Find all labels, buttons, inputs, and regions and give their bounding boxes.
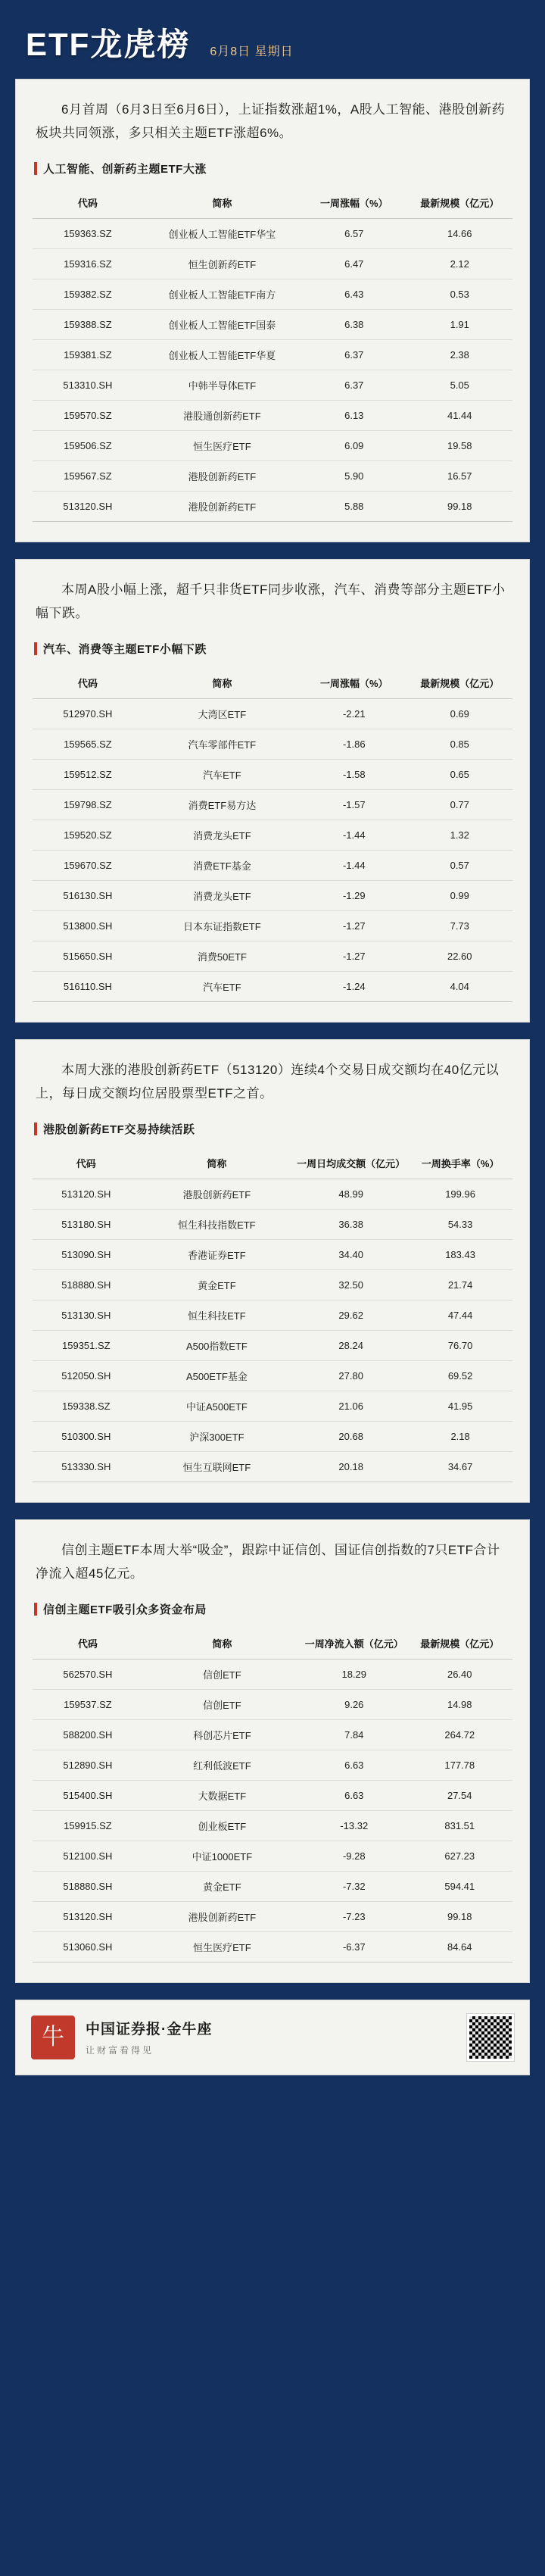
table-row <box>33 1719 512 1750</box>
table-cell: 159520.SZ <box>33 820 143 850</box>
section-label-text: 港股创新药ETF交易持续活跃 <box>43 1123 195 1136</box>
table-cell: 831.51 <box>407 1810 513 1841</box>
table-column-header: 简称 <box>143 1628 301 1660</box>
table-cell: 518880.SH <box>33 1269 140 1300</box>
table-cell: 汽车ETF <box>143 971 301 1001</box>
table-cell: 76.70 <box>408 1330 512 1360</box>
table-cell: 516110.SH <box>33 971 143 1001</box>
table-cell: 34.67 <box>408 1451 512 1482</box>
section-accent-bar-icon <box>34 1123 37 1135</box>
table-row <box>33 1269 512 1300</box>
table-row <box>33 248 512 279</box>
table-cell: 518880.SH <box>33 1871 143 1901</box>
table-column-header: 代码 <box>33 1628 143 1660</box>
table-row <box>33 880 512 910</box>
table-cell: 515400.SH <box>33 1780 143 1810</box>
table-row <box>33 218 512 248</box>
table-header-row <box>33 667 512 699</box>
table-cell: 黄金ETF <box>143 1871 301 1901</box>
table-cell: 19.58 <box>407 430 513 461</box>
table-cell: 6.09 <box>301 430 406 461</box>
table-cell: 513120.SH <box>33 1179 140 1209</box>
data-table <box>33 1628 512 1962</box>
table-cell: 0.53 <box>407 279 513 309</box>
page-title: ETF龙虎榜 <box>26 27 191 62</box>
table-cell: -1.29 <box>301 880 406 910</box>
table-cell: 0.77 <box>407 789 513 820</box>
table-cell: 5.90 <box>301 461 406 491</box>
data-table <box>33 667 512 1002</box>
table-cell: 红利低波ETF <box>143 1750 301 1780</box>
table-row <box>33 1931 512 1962</box>
table-column-header: 一周换手率（%） <box>408 1147 512 1179</box>
table-cell: 594.41 <box>407 1871 513 1901</box>
table-cell: 16.57 <box>407 461 513 491</box>
table-row <box>33 1689 512 1719</box>
table-cell: 消费龙头ETF <box>143 820 301 850</box>
table-cell: 512970.SH <box>33 698 143 729</box>
table-cell: 港股通创新药ETF <box>143 400 301 430</box>
table-cell: 汽车ETF <box>143 759 301 789</box>
table-cell: 6.47 <box>301 248 406 279</box>
table-cell: 48.99 <box>294 1179 408 1209</box>
table-cell: 27.54 <box>407 1780 513 1810</box>
table-cell: 99.18 <box>407 1901 513 1931</box>
table-column-header: 一周日均成交额（亿元） <box>294 1147 408 1179</box>
table-row <box>33 279 512 309</box>
footer-brand-name: 中国证券报·金牛座 <box>86 2022 213 2037</box>
table-row <box>33 1871 512 1901</box>
table-column-header: 简称 <box>140 1147 294 1179</box>
table-cell: 159565.SZ <box>33 729 143 759</box>
table-row <box>33 1780 512 1810</box>
table-row <box>33 759 512 789</box>
section-lead-text: 6月首周（6月3日至6月6日），上证指数涨超1%，A股人工智能、港股创新药板块共同领涨，多只相关主题ETF涨超6%。 <box>36 102 506 141</box>
table-cell: 159567.SZ <box>33 461 143 491</box>
table-cell: 159338.SZ <box>33 1391 140 1421</box>
section-label <box>34 1601 512 1617</box>
table-cell: 0.85 <box>407 729 513 759</box>
table-cell: 22.60 <box>407 941 513 971</box>
table-cell: -1.27 <box>301 941 406 971</box>
table-cell: 32.50 <box>294 1269 408 1300</box>
table-cell: 199.96 <box>408 1179 512 1209</box>
table-cell: 159381.SZ <box>33 339 143 370</box>
table-cell: 沪深300ETF <box>140 1421 294 1451</box>
table-cell: 21.06 <box>294 1391 408 1421</box>
table-cell: 29.62 <box>294 1300 408 1330</box>
table-cell: 5.88 <box>301 491 406 521</box>
table-cell: 1.91 <box>407 309 513 339</box>
table-cell: 5.05 <box>407 370 513 400</box>
footer-brand-group <box>31 2016 212 2059</box>
table-cell: 创业板人工智能ETF华宝 <box>143 218 301 248</box>
table-cell: 513310.SH <box>33 370 143 400</box>
table-cell: 512100.SH <box>33 1841 143 1871</box>
table-cell: 513120.SH <box>33 1901 143 1931</box>
table-cell: 588200.SH <box>33 1719 143 1750</box>
page-footer <box>15 2000 530 2075</box>
table-cell: 2.12 <box>407 248 513 279</box>
section-accent-bar-icon <box>34 1603 37 1616</box>
page-header <box>15 17 530 79</box>
table-cell: 159382.SZ <box>33 279 143 309</box>
table-column-header: 一周涨幅（%） <box>301 187 406 219</box>
table-cell: 消费ETF基金 <box>143 850 301 880</box>
table-row <box>33 1179 512 1209</box>
table-cell: 28.24 <box>294 1330 408 1360</box>
table-cell: 0.69 <box>407 698 513 729</box>
table-row <box>33 820 512 850</box>
table-row <box>33 1391 512 1421</box>
table-cell: 515650.SH <box>33 941 143 971</box>
table-cell: 159537.SZ <box>33 1689 143 1719</box>
table-row <box>33 1750 512 1780</box>
section-accent-bar-icon <box>34 162 37 175</box>
table-header-row <box>33 1147 512 1179</box>
table-cell: 18.29 <box>301 1659 406 1689</box>
table-cell: 9.26 <box>301 1689 406 1719</box>
table-cell: 中证1000ETF <box>143 1841 301 1871</box>
table-cell: 信创ETF <box>143 1659 301 1689</box>
table-cell: 513060.SH <box>33 1931 143 1962</box>
table-cell: 创业板ETF <box>143 1810 301 1841</box>
table-cell: 6.43 <box>301 279 406 309</box>
table-row <box>33 1810 512 1841</box>
table-cell: 大湾区ETF <box>143 698 301 729</box>
table-cell: 港股创新药ETF <box>140 1179 294 1209</box>
table-column-header: 代码 <box>33 1147 140 1179</box>
table-cell: 26.40 <box>407 1659 513 1689</box>
table-cell: 513180.SH <box>33 1209 140 1239</box>
footer-slogan: 让财富看得见 <box>86 2045 154 2056</box>
table-cell: A500指数ETF <box>140 1330 294 1360</box>
table-cell: 0.57 <box>407 850 513 880</box>
section-card <box>15 79 530 542</box>
table-column-header: 一周净流入额（亿元） <box>301 1628 406 1660</box>
table-column-header: 简称 <box>143 667 301 699</box>
table-row <box>33 1421 512 1451</box>
table-cell: -7.23 <box>301 1901 406 1931</box>
table-cell: 562570.SH <box>33 1659 143 1689</box>
table-cell: 6.38 <box>301 309 406 339</box>
table-cell: 6.13 <box>301 400 406 430</box>
table-cell: 黄金ETF <box>140 1269 294 1300</box>
section-label <box>34 161 512 176</box>
table-row <box>33 1659 512 1689</box>
table-cell: 科创芯片ETF <box>143 1719 301 1750</box>
table-row <box>33 698 512 729</box>
table-cell: -7.32 <box>301 1871 406 1901</box>
table-cell: 159570.SZ <box>33 400 143 430</box>
table-cell: 14.98 <box>407 1689 513 1719</box>
table-cell: 159915.SZ <box>33 1810 143 1841</box>
table-cell: 2.38 <box>407 339 513 370</box>
table-cell: 159512.SZ <box>33 759 143 789</box>
table-cell: 264.72 <box>407 1719 513 1750</box>
table-row <box>33 729 512 759</box>
table-header-row <box>33 1628 512 1660</box>
table-cell: 159351.SZ <box>33 1330 140 1360</box>
bull-glyph: 牛 <box>42 2024 64 2050</box>
section-label-text: 人工智能、创新药主题ETF大涨 <box>43 162 207 176</box>
table-cell: 14.66 <box>407 218 513 248</box>
table-cell: -1.86 <box>301 729 406 759</box>
table-cell: 0.99 <box>407 880 513 910</box>
qr-code-icon[interactable] <box>467 2014 514 2061</box>
table-cell: 日本东证指数ETF <box>143 910 301 941</box>
table-cell: 510300.SH <box>33 1421 140 1451</box>
section-label <box>34 1121 512 1137</box>
table-row <box>33 941 512 971</box>
table-row <box>33 1451 512 1482</box>
table-cell: 183.43 <box>408 1239 512 1269</box>
table-cell: 中韩半导体ETF <box>143 370 301 400</box>
table-cell: 513090.SH <box>33 1239 140 1269</box>
table-cell: 159506.SZ <box>33 430 143 461</box>
table-row <box>33 461 512 491</box>
section-card <box>15 1039 530 1503</box>
table-row <box>33 1841 512 1871</box>
section-label <box>34 641 512 657</box>
section-lead-text: 信创主题ETF本周大举“吸金”，跟踪中证信创、国证信创指数的7只ETF合计净流入超45亿元。 <box>36 1542 500 1582</box>
bull-logo-icon <box>31 2016 75 2059</box>
table-cell: -1.44 <box>301 850 406 880</box>
table-cell: 1.32 <box>407 820 513 850</box>
sections-container <box>15 79 530 1983</box>
table-cell: 7.84 <box>301 1719 406 1750</box>
table-cell: 创业板人工智能ETF南方 <box>143 279 301 309</box>
section-accent-bar-icon <box>34 642 37 655</box>
table-row <box>33 1300 512 1330</box>
table-cell: 159388.SZ <box>33 309 143 339</box>
table-column-header: 代码 <box>33 667 143 699</box>
table-row <box>33 430 512 461</box>
table-cell: 159316.SZ <box>33 248 143 279</box>
table-cell: 84.64 <box>407 1931 513 1962</box>
table-cell: 中证A500ETF <box>140 1391 294 1421</box>
table-header-row <box>33 187 512 219</box>
table-cell: 177.78 <box>407 1750 513 1780</box>
table-cell: 159798.SZ <box>33 789 143 820</box>
table-cell: 6.37 <box>301 370 406 400</box>
table-cell: 6.57 <box>301 218 406 248</box>
section-lead-text: 本周大涨的港股创新药ETF（513120）连续4个交易日成交额均在40亿元以上，每日成交额均位居股票型ETF之首。 <box>36 1062 500 1101</box>
table-cell: 4.04 <box>407 971 513 1001</box>
data-table <box>33 187 512 522</box>
table-row <box>33 339 512 370</box>
table-cell: 恒生科技ETF <box>140 1300 294 1330</box>
section-label-text: 汽车、消费等主题ETF小幅下跌 <box>43 642 207 656</box>
table-cell: -1.27 <box>301 910 406 941</box>
table-cell: 消费龙头ETF <box>143 880 301 910</box>
table-cell: 20.68 <box>294 1421 408 1451</box>
table-cell: 创业板人工智能ETF国泰 <box>143 309 301 339</box>
table-cell: 创业板人工智能ETF华夏 <box>143 339 301 370</box>
table-row <box>33 971 512 1001</box>
table-cell: 恒生创新药ETF <box>143 248 301 279</box>
table-cell: 6.37 <box>301 339 406 370</box>
table-cell: -9.28 <box>301 1841 406 1871</box>
table-cell: 消费ETF易方达 <box>143 789 301 820</box>
table-cell: 恒生医疗ETF <box>143 430 301 461</box>
table-column-header: 最新规模（亿元） <box>407 187 513 219</box>
table-column-header: 最新规模（亿元） <box>407 1628 513 1660</box>
table-column-header: 一周涨幅（%） <box>301 667 406 699</box>
table-cell: 513120.SH <box>33 491 143 521</box>
table-cell: 7.73 <box>407 910 513 941</box>
table-cell: 36.38 <box>294 1209 408 1239</box>
table-row <box>33 910 512 941</box>
table-column-header: 代码 <box>33 187 143 219</box>
table-cell: -1.24 <box>301 971 406 1001</box>
table-row <box>33 1330 512 1360</box>
table-cell: -1.57 <box>301 789 406 820</box>
table-cell: 159670.SZ <box>33 850 143 880</box>
table-cell: 恒生互联网ETF <box>140 1451 294 1482</box>
table-cell: 54.33 <box>408 1209 512 1239</box>
table-cell: 21.74 <box>408 1269 512 1300</box>
table-cell: 20.18 <box>294 1451 408 1482</box>
table-cell: 0.65 <box>407 759 513 789</box>
table-row <box>33 400 512 430</box>
table-cell: 34.40 <box>294 1239 408 1269</box>
table-cell: 27.80 <box>294 1360 408 1391</box>
table-cell: 41.44 <box>407 400 513 430</box>
table-cell: A500ETF基金 <box>140 1360 294 1391</box>
table-cell: -6.37 <box>301 1931 406 1962</box>
table-cell: 香港证券ETF <box>140 1239 294 1269</box>
table-cell: 港股创新药ETF <box>143 491 301 521</box>
table-cell: 69.52 <box>408 1360 512 1391</box>
table-cell: 恒生医疗ETF <box>143 1931 301 1962</box>
table-row <box>33 1209 512 1239</box>
table-cell: 512050.SH <box>33 1360 140 1391</box>
table-cell: 513130.SH <box>33 1300 140 1330</box>
table-row <box>33 1239 512 1269</box>
table-cell: 41.95 <box>408 1391 512 1421</box>
table-cell: -1.44 <box>301 820 406 850</box>
table-row <box>33 1360 512 1391</box>
table-cell: 港股创新药ETF <box>143 1901 301 1931</box>
table-cell: 2.18 <box>408 1421 512 1451</box>
table-row <box>33 789 512 820</box>
section-label-text: 信创主题ETF吸引众多资金布局 <box>43 1603 207 1616</box>
table-cell: 516130.SH <box>33 880 143 910</box>
table-cell: 汽车零部件ETF <box>143 729 301 759</box>
table-cell: 消费50ETF <box>143 941 301 971</box>
table-row <box>33 309 512 339</box>
table-column-header: 最新规模（亿元） <box>407 667 513 699</box>
table-cell: 512890.SH <box>33 1750 143 1780</box>
table-cell: 6.63 <box>301 1750 406 1780</box>
table-cell: 513800.SH <box>33 910 143 941</box>
table-cell: 159363.SZ <box>33 218 143 248</box>
table-cell: 627.23 <box>407 1841 513 1871</box>
section-lead-text: 本周A股小幅上涨，超千只非货ETF同步收涨，汽车、消费等部分主题ETF小幅下跌。 <box>36 582 506 621</box>
section-card <box>15 559 530 1023</box>
table-row <box>33 491 512 521</box>
table-cell: 港股创新药ETF <box>143 461 301 491</box>
table-cell: -2.21 <box>301 698 406 729</box>
table-row <box>33 850 512 880</box>
table-cell: 47.44 <box>408 1300 512 1330</box>
table-cell: 99.18 <box>407 491 513 521</box>
table-cell: 6.63 <box>301 1780 406 1810</box>
table-cell: -13.32 <box>301 1810 406 1841</box>
table-column-header: 简称 <box>143 187 301 219</box>
page-date: 6月8日 星期日 <box>210 45 294 58</box>
table-cell: 信创ETF <box>143 1689 301 1719</box>
table-cell: 513330.SH <box>33 1451 140 1482</box>
section-card <box>15 1519 530 1983</box>
table-cell: -1.58 <box>301 759 406 789</box>
table-row <box>33 370 512 400</box>
table-cell: 大数据ETF <box>143 1780 301 1810</box>
table-row <box>33 1901 512 1931</box>
data-table <box>33 1147 512 1482</box>
table-cell: 恒生科技指数ETF <box>140 1209 294 1239</box>
